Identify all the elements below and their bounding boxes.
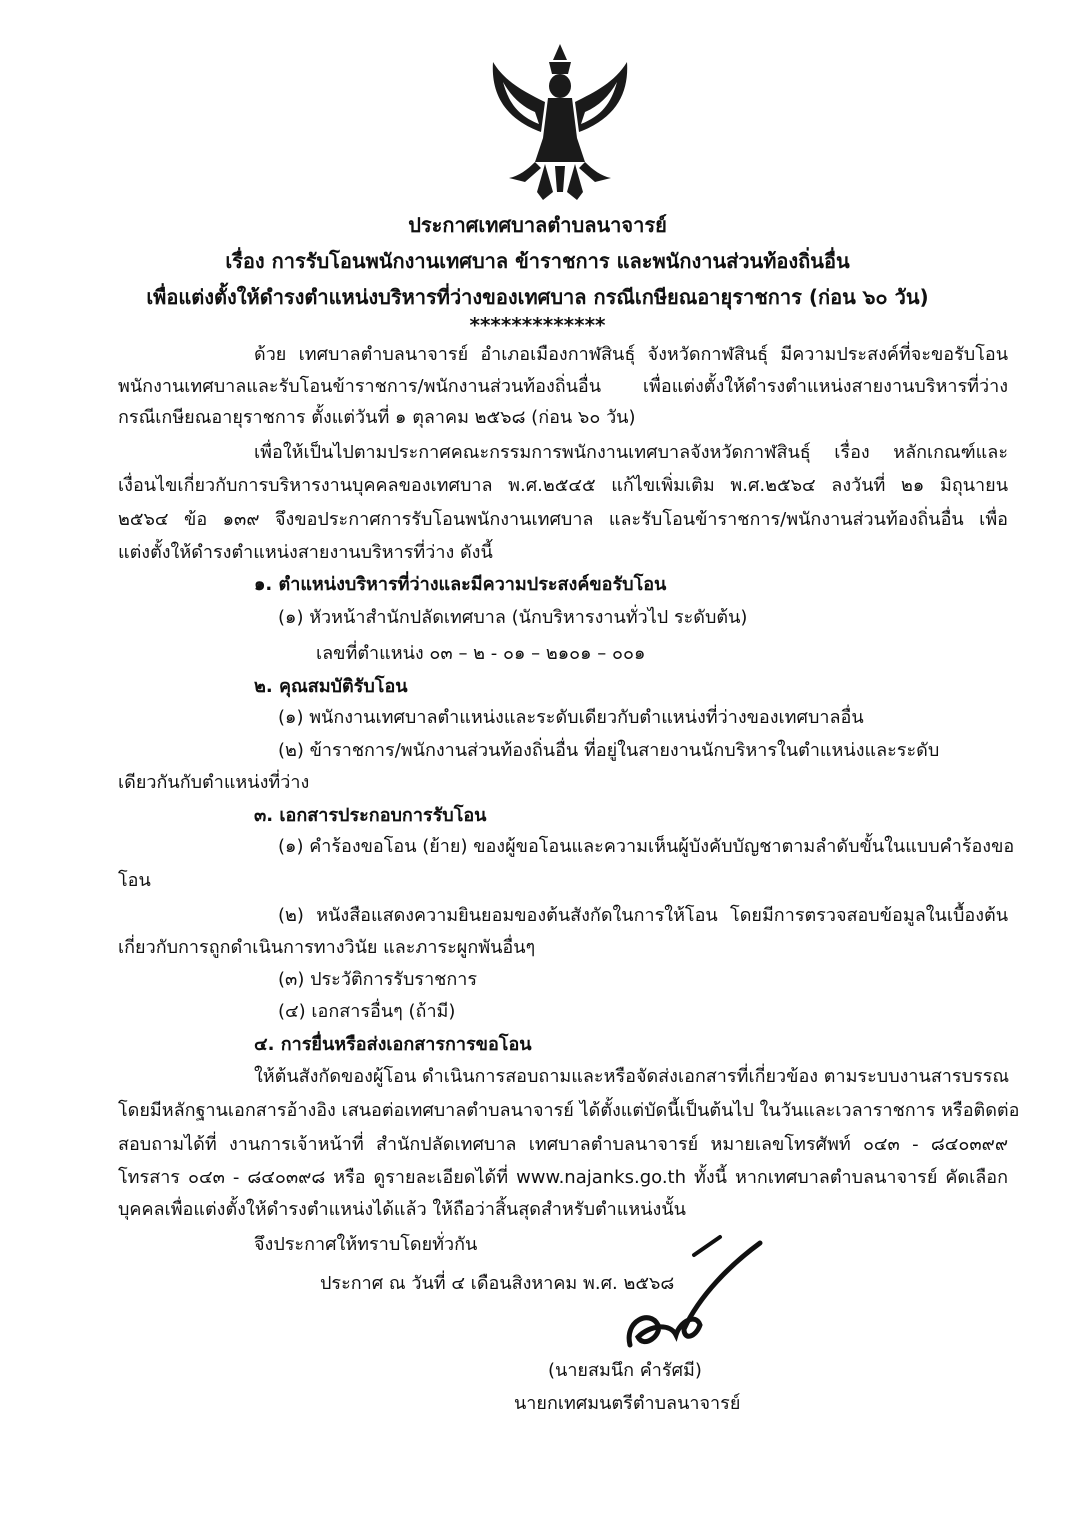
section3-item2-line1: (๒) หนังสือแสดงความยินยอมของต้นสังกัดในการให้โอน โดยมีการตรวจสอบข้อมูลในเบื้องต้น — [278, 905, 1008, 926]
section4-heading: ๔. การยื่นหรือส่งเอกสารการขอโอน — [254, 1034, 532, 1055]
section4-line-5: บุคคลเพื่อแต่งตั้งให้ดำรงตำแหน่งได้แล้ว ให้ถือว่าสิ้นสุดสำหรับตำแหน่งนั้น — [118, 1199, 686, 1220]
section3-item2-line2: เกี่ยวกับการถูกดำเนินการทางวินัย และภาระผูกพันอื่นๆ — [118, 937, 536, 958]
section3-heading: ๓. เอกสารประกอบการรับโอน — [254, 805, 487, 826]
section3-item1-line2: โอน — [118, 870, 151, 891]
separator-stars: ************* — [469, 313, 606, 337]
announcement-date: ประกาศ ณ วันที่ ๔ เดือนสิงหาคม พ.ศ. ๒๕๖๘ — [320, 1273, 675, 1294]
section1-item1: (๑) หัวหน้าสำนักปลัดเทศบาล (นักบริหารงานทั่วไป ระดับต้น) — [278, 607, 748, 628]
section4-line-1: ให้ต้นสังกัดของผู้โอน ดำเนินการสอบถามและหรือจัดส่งเอกสารที่เกี่ยวข้อง ตามระบบงานสารบรรณ — [254, 1066, 1010, 1087]
basis-line-2: เงื่อนไขเกี่ยวกับการบริหารงานบุคคลของเทศบาล พ.ศ.๒๕๔๕ แก้ไขเพิ่มเติม พ.ศ.๒๕๖๔ ลงวันที่ ๒๑ มิถุนายน — [118, 475, 1008, 496]
section4-line-3: สอบถามได้ที่ งานการเจ้าหน้าที่ สำนักปลัดเทศบาล เทศบาลตำบลนาจารย์ หมายเลขโทรศัพท์ ๐๔๓ - ๘๔๐๓๙๙ — [118, 1134, 1008, 1155]
section4-line-2: โดยมีหลักฐานเอกสารอ้างอิง เสนอต่อเทศบาลตำบลนาจารย์ ได้ตั้งแต่บัดนี้เป็นต้นไป ในวันและเวลาราชการ หรือติดต่อ — [118, 1100, 1020, 1121]
section2-item2-line1: (๒) ข้าราชการ/พนักงานส่วนท้องถิ่นอื่น ที่อยู่ในสายงานนักบริหารในตำแหน่งและระดับ — [278, 740, 940, 761]
basis-line-1: เพื่อให้เป็นไปตามประกาศคณะกรรมการพนักงานเทศบาลจังหวัดกาฬสินธุ์ เรื่อง หลักเกณฑ์และ — [254, 442, 1008, 463]
announcement-header — [0, 207, 1075, 341]
signature-icon — [600, 1225, 770, 1375]
intro-line-3: กรณีเกษียณอายุราชการ ตั้งแต่วันที่ ๑ ตุลาคม ๒๕๖๘ (ก่อน ๖๐ วัน) — [118, 407, 636, 428]
position-number: เลขที่ตำแหน่ง ๐๓ – ๒ - ๐๑ – ๒๑๐๑ – ๐๐๑ — [316, 643, 646, 664]
intro-line-2: พนักงานเทศบาลและรับโอนข้าราชการ/พนักงานส่วนท้องถิ่นอื่น เพื่อแต่งตั้งให้ดำรงตำแหน่งสายงานบริหารที่ว่าง — [118, 376, 1008, 397]
closing-statement: จึงประกาศให้ทราบโดยทั่วกัน — [254, 1234, 478, 1255]
section3-item1-line1: (๑) คำร้องขอโอน (ย้าย) ของผู้ขอโอนและความเห็นผู้บังคับบัญชาตามลำดับขั้นในแบบคำร้องขอ — [278, 836, 1015, 857]
document-subject: เรื่อง การรับโอนพนักงานเทศบาล ข้าราชการ และพนักงานส่วนท้องถิ่นอื่น — [225, 249, 850, 273]
signer-name: (นายสมนึก คำรัศมี) — [548, 1360, 702, 1381]
basis-line-4: แต่งตั้งให้ดำรงตำแหน่งสายงานบริหารที่ว่าง ดังนี้ — [118, 542, 493, 563]
section2-item1: (๑) พนักงานเทศบาลตำแหน่งและระดับเดียวกับตำแหน่งที่ว่างของเทศบาลอื่น — [278, 707, 864, 728]
section3-item4: (๔) เอกสารอื่นๆ (ถ้ามี) — [278, 1001, 456, 1022]
signer-title: นายกเทศมนตรีตำบลนาจารย์ — [514, 1393, 741, 1414]
section4-line-4: โทรสาร ๐๔๓ - ๘๔๐๓๙๘ หรือ ดูรายละเอียดได้ที่ www.najanks.go.th ทั้งนี้ หากเทศบาลตำบลนาจารย์ คัดเลือก — [118, 1167, 1008, 1188]
garuda-emblem-icon — [485, 42, 635, 204]
section2-heading: ๒. คุณสมบัติรับโอน — [254, 676, 408, 697]
intro-line-1: ด้วย เทศบาลตำบลนาจารย์ อำเภอเมืองกาฬสินธุ์ จังหวัดกาฬสินธุ์ มีความประสงค์ที่จะขอรับโอน — [254, 344, 1008, 365]
section1-heading: ๑. ตำแหน่งบริหารที่ว่างและมีความประสงค์ขอรับโอน — [254, 574, 667, 595]
basis-line-3: ๒๕๖๔ ข้อ ๑๓๙ จึงขอประกาศการรับโอนพนักงานเทศบาล และรับโอนข้าราชการ/พนักงานส่วนท้องถิ่นอื่น เพื่อ — [118, 509, 1008, 530]
document-title: ประกาศเทศบาลตำบลนาจารย์ — [408, 213, 667, 237]
section2-item2-line2: เดียวกันกับตำแหน่งที่ว่าง — [118, 772, 310, 793]
document-subject-line2: เพื่อแต่งตั้งให้ดำรงตำแหน่งบริหารที่ว่างของเทศบาล กรณีเกษียณอายุราชการ (ก่อน ๖๐ วัน) — [146, 285, 929, 309]
section3-item3: (๓) ประวัติการรับราชการ — [278, 969, 478, 990]
